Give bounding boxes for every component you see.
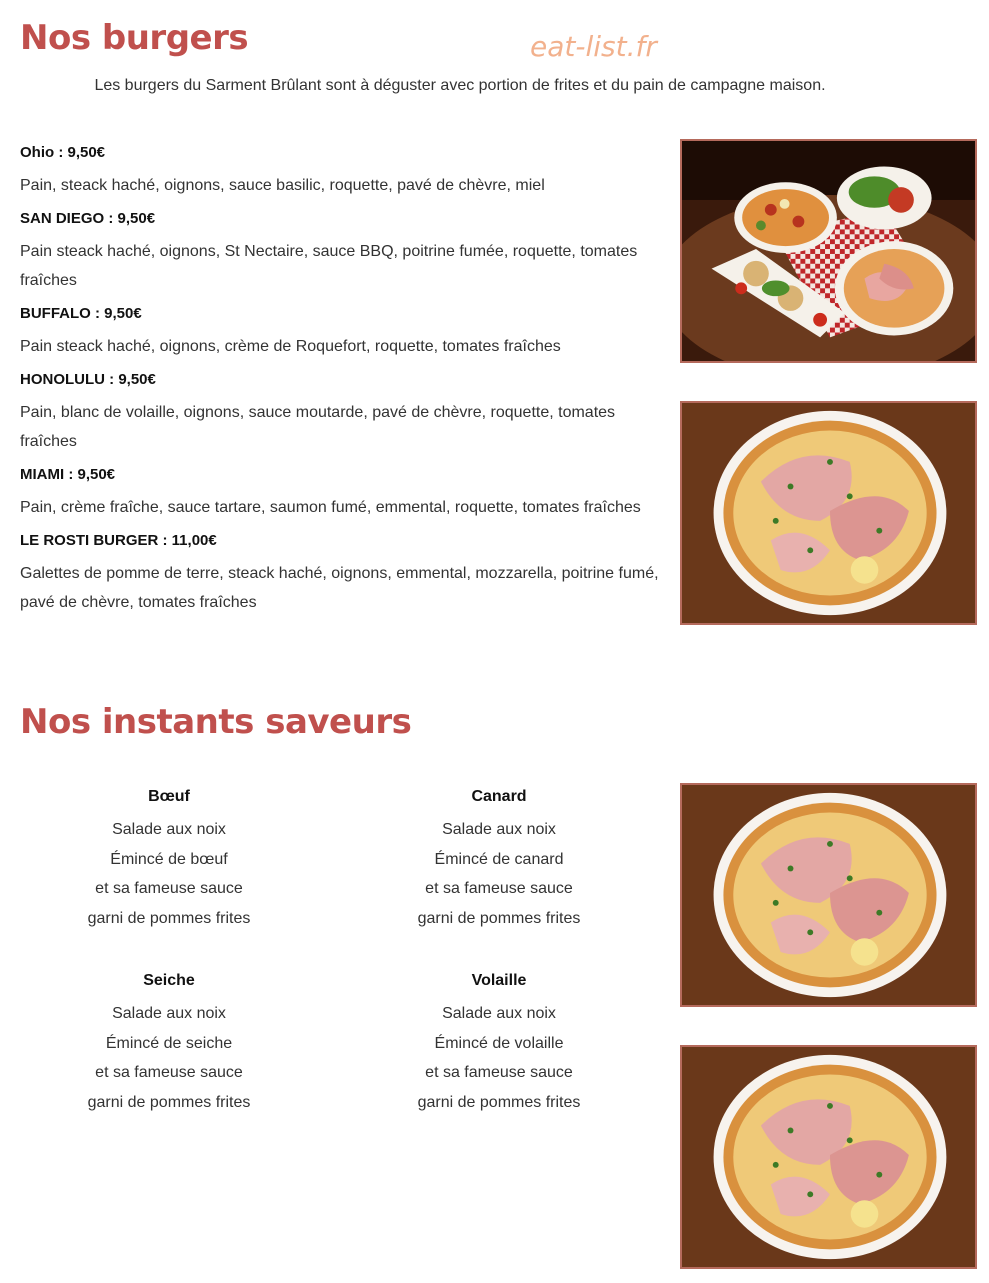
saveur-name: Seiche <box>143 972 195 989</box>
saveur-line: Salade aux noix <box>112 1005 226 1022</box>
list-item <box>20 530 660 617</box>
list-item <box>19 970 319 1117</box>
food-photo-pizza <box>680 1045 977 1269</box>
list-item <box>349 970 649 1117</box>
saveur-line: et sa fameuse sauce <box>95 1064 243 1081</box>
food-photo-platter <box>680 139 977 363</box>
burgers-intro: Les burgers du Sarment Brûlant sont à déguster avec portion de frites et du pain de campagne maison. <box>94 77 826 94</box>
saveur-line: et sa fameuse sauce <box>425 880 573 897</box>
burger-list <box>20 142 660 625</box>
burger-name: HONOLULU : 9,50€ <box>20 371 156 388</box>
burger-name: Ohio : 9,50€ <box>20 144 106 161</box>
saveur-line: et sa fameuse sauce <box>425 1064 573 1081</box>
saveur-line: garni de pommes frites <box>417 909 581 927</box>
platter-image <box>682 141 975 361</box>
list-item <box>20 208 660 295</box>
burger-description: Pain, blanc de volaille, oignons, sauce moutarde, pavé de chèvre, roquette, tomates fraîches <box>20 404 616 450</box>
burger-name: SAN DIEGO : 9,50€ <box>20 210 156 227</box>
saveur-line: Émincé de canard <box>434 850 564 868</box>
watermark: eat-list.fr <box>530 30 657 63</box>
food-photo-pizza <box>680 401 977 625</box>
burger-description: Pain, crème fraîche, sauce tartare, saumon fumé, emmental, roquette, tomates fraîches <box>20 499 641 516</box>
list-item <box>20 303 660 361</box>
burger-description: Pain, steack haché, oignons, sauce basilic, roquette, pavé de chèvre, miel <box>20 177 545 194</box>
saveur-line: garni de pommes frites <box>417 1093 581 1111</box>
burger-description: Galettes de pomme de terre, steack haché, oignons, emmental, mozzarella, poitrine fumé, pavé de chèvre, tomates fraîches <box>20 565 659 611</box>
saveur-line: garni de pommes frites <box>87 1093 251 1111</box>
list-item <box>20 142 660 200</box>
burger-name: MIAMI : 9,50€ <box>20 466 116 483</box>
saveur-line: Salade aux noix <box>112 821 226 838</box>
list-item <box>20 464 660 522</box>
saveur-line: Salade aux noix <box>442 821 556 838</box>
pizza-image <box>682 403 975 623</box>
list-item <box>19 786 319 933</box>
pizza-image <box>682 785 975 1005</box>
list-item <box>349 786 649 933</box>
saveurs-section-title: Nos instants saveurs <box>20 702 412 742</box>
saveur-line: Émincé de volaille <box>434 1034 564 1052</box>
list-item <box>20 369 660 456</box>
burger-description: Pain steack haché, oignons, St Nectaire, sauce BBQ, poitrine fumée, roquette, tomates fraîches <box>20 243 638 289</box>
saveur-name: Canard <box>471 788 527 805</box>
burger-name: BUFFALO : 9,50€ <box>20 305 142 322</box>
food-photo-pizza <box>680 783 977 1007</box>
saveur-name: Volaille <box>471 972 527 989</box>
burgers-section-title: Nos burgers <box>20 18 249 58</box>
saveur-line: garni de pommes frites <box>87 909 251 927</box>
burger-name: LE ROSTI BURGER : 11,00€ <box>20 532 217 549</box>
saveur-line: Émincé de seiche <box>105 1034 233 1052</box>
saveur-line: et sa fameuse sauce <box>95 880 243 897</box>
saveur-line: Salade aux noix <box>442 1005 556 1022</box>
burger-description: Pain steack haché, oignons, crème de Roquefort, roquette, tomates fraîches <box>20 338 561 355</box>
saveur-name: Bœuf <box>148 788 190 805</box>
pizza-image <box>682 1047 975 1267</box>
saveur-line: Émincé de bœuf <box>110 850 228 868</box>
